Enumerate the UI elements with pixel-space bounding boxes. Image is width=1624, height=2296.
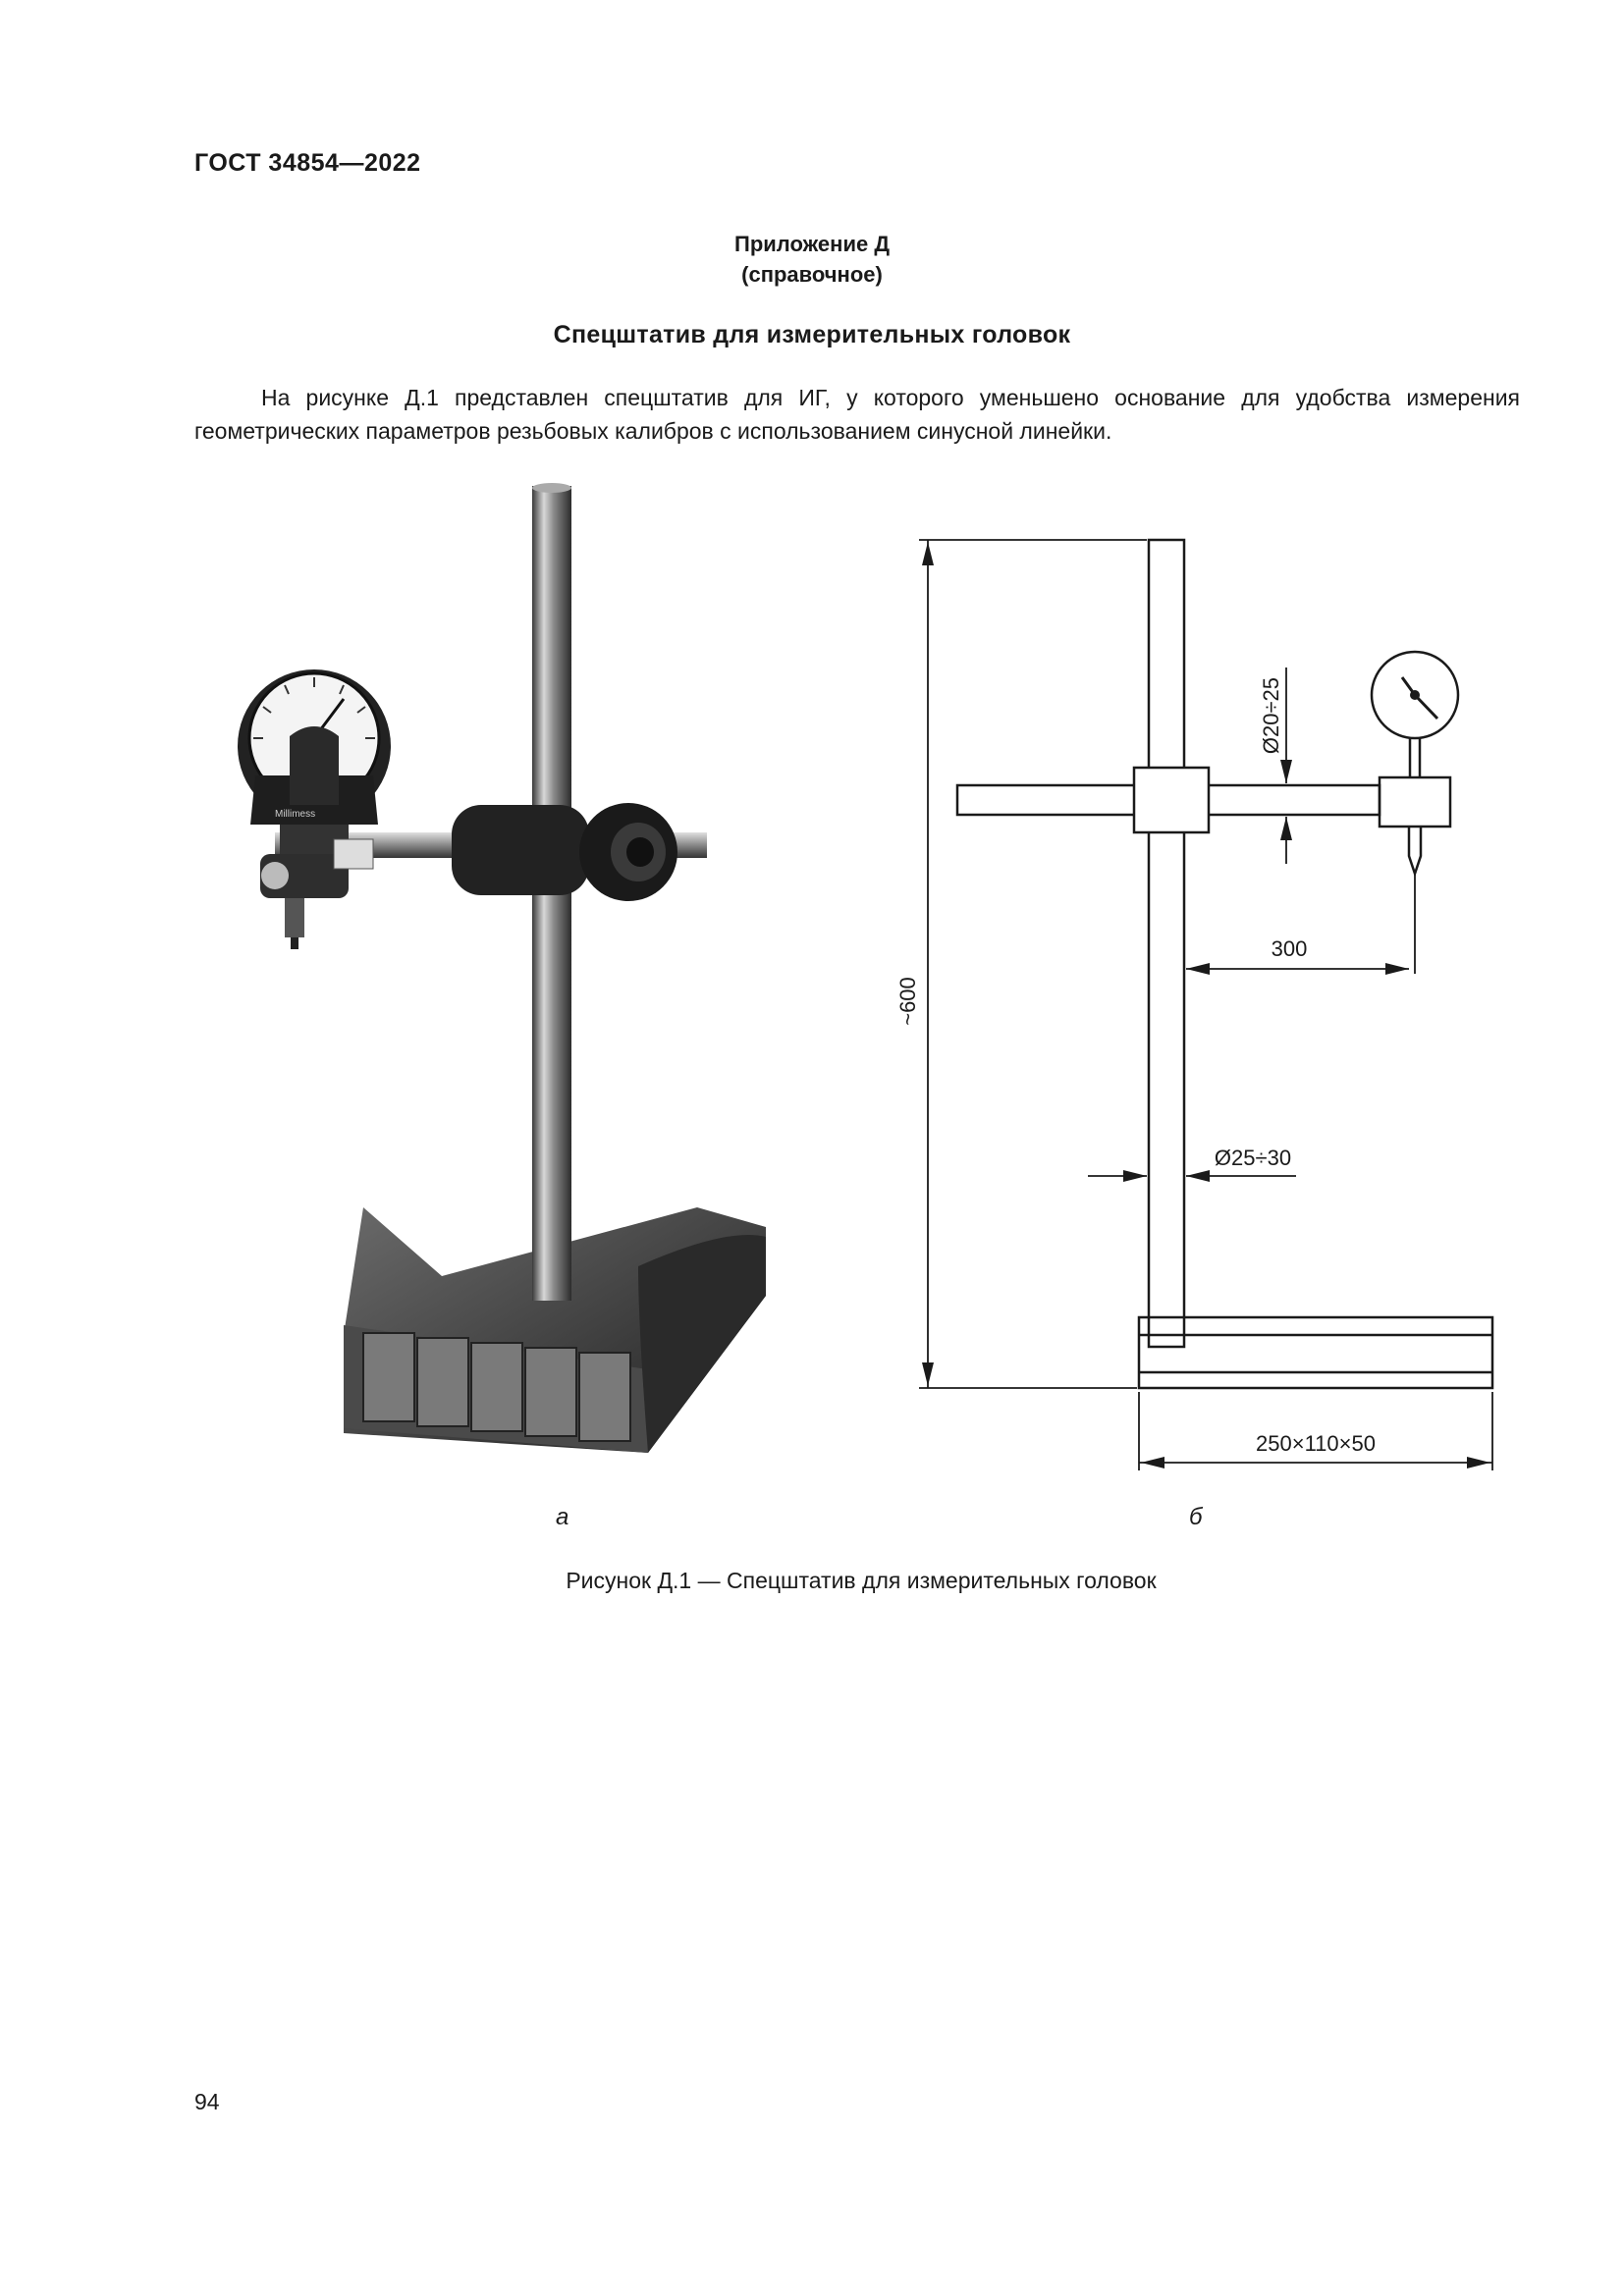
drawing-probe	[1409, 827, 1421, 874]
subfigure-label-b: б	[1189, 1504, 1203, 1530]
appendix-type: (справочное)	[741, 262, 883, 287]
stand-photo	[216, 481, 805, 1492]
drawing-clamp	[1134, 768, 1209, 832]
clamp-block	[452, 805, 589, 895]
dim-arm-diameter: Ø20÷25	[1259, 677, 1283, 755]
dial-stem	[285, 898, 304, 937]
section-title: Спецштатив для измерительных головок	[553, 321, 1071, 348]
body-paragraph	[194, 381, 1520, 448]
dim-height: ~600	[895, 977, 920, 1026]
page-number: 94	[194, 2089, 220, 2114]
drawing-base	[1139, 1317, 1492, 1388]
dim-reach: 300	[1271, 936, 1308, 961]
drawing-column	[1149, 540, 1184, 1347]
figure-caption: Рисунок Д.1 — Спецштатив для измерительных головок	[566, 1568, 1157, 1593]
document-header: ГОСТ 34854—2022	[194, 149, 421, 177]
dim-column-diameter: Ø25÷30	[1214, 1146, 1292, 1170]
paragraph-text: На рисунке Д.1 представлен спецштатив для ИГ, у которого уменьшено основание для удобства измерения геометрических параметров резьбовых калибров с использованием синусной линейки.	[194, 385, 1520, 444]
drawing-holder	[1380, 777, 1450, 827]
subfigure-label-a: а	[556, 1504, 569, 1530]
appendix-title: Приложение Д	[734, 232, 890, 256]
dial-brand: Millimess	[275, 809, 316, 820]
stand-drawing	[884, 520, 1522, 1522]
dim-base: 250×110×50	[1256, 1431, 1376, 1456]
